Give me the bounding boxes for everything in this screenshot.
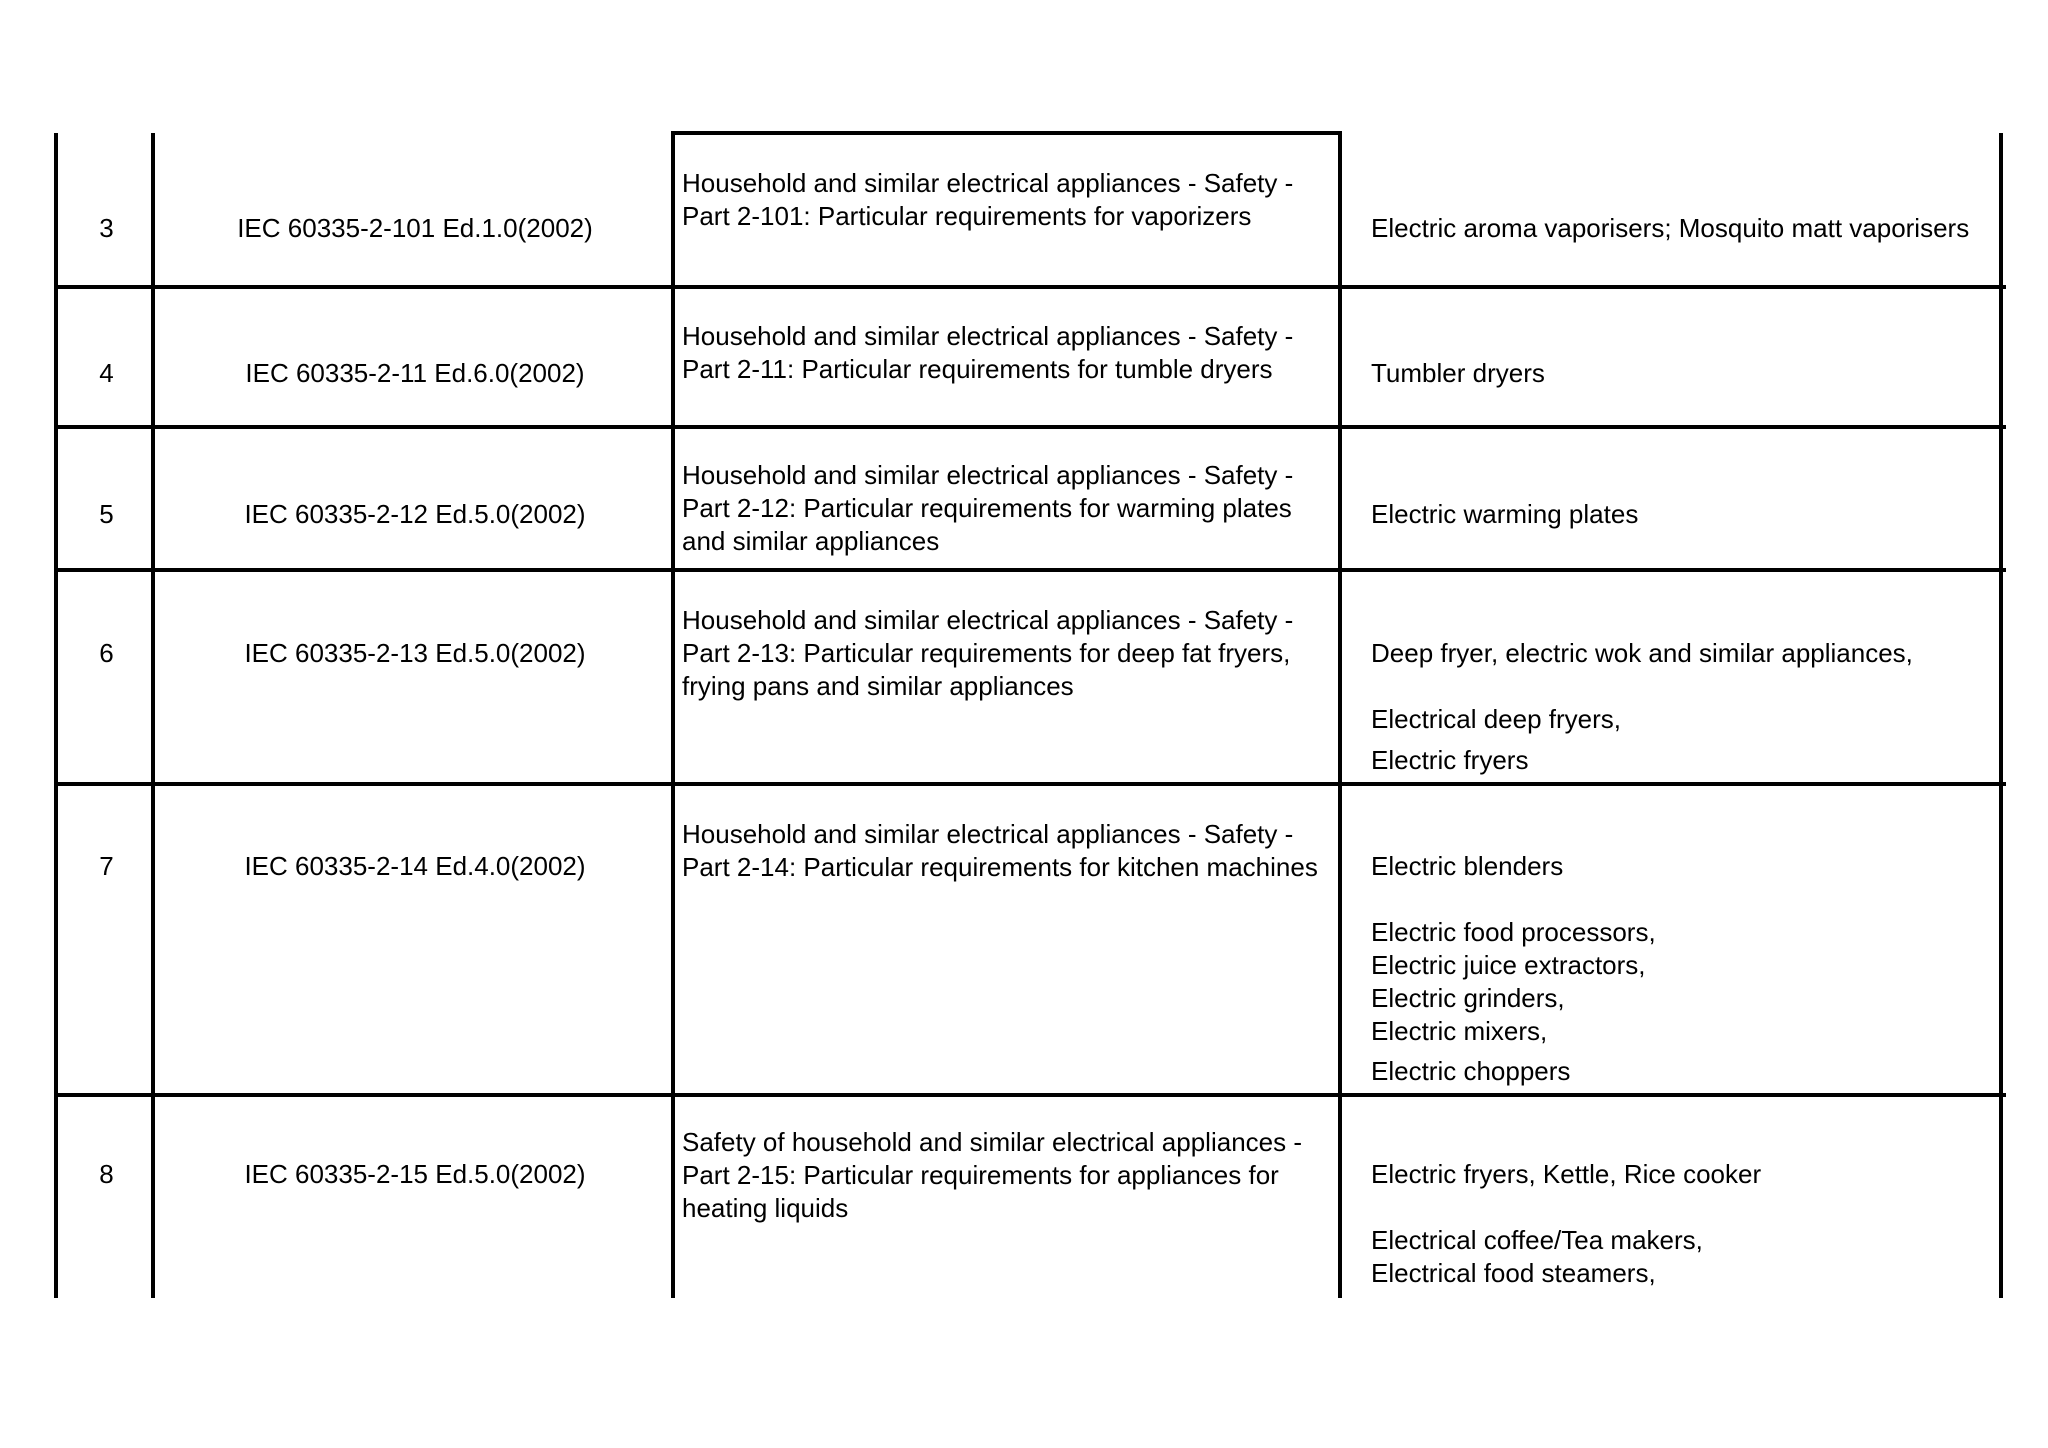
- row-number: 8: [99, 1159, 114, 1189]
- product-item: Electric blenders: [1371, 851, 1564, 881]
- standard-title: [682, 320, 1342, 386]
- row-separator: [56, 425, 2006, 429]
- title-line: heating liquids: [682, 1193, 849, 1223]
- product-item: Electric mixers,: [1371, 1016, 1548, 1046]
- row-separator: [56, 782, 2006, 786]
- product-item: Electric grinders,: [1371, 983, 1565, 1013]
- product-list: [1371, 637, 2001, 777]
- row-number: 5: [99, 499, 114, 529]
- title-line: Household and similar electrical appliances - Safety -: [682, 321, 1294, 351]
- product-list: [1371, 212, 2001, 245]
- row-separator: [56, 1093, 2006, 1097]
- product-item: Tumbler dryers: [1371, 358, 1545, 388]
- title-line: frying pans and similar appliances: [682, 671, 1074, 701]
- standard-code: IEC 60335-2-13 Ed.5.0(2002): [244, 638, 586, 668]
- standard-code: IEC 60335-2-101 Ed.1.0(2002): [237, 213, 593, 243]
- row-number: 7: [99, 851, 114, 881]
- title-line: Household and similar electrical appliances - Safety -: [682, 460, 1294, 490]
- row-number: 3: [99, 213, 114, 243]
- title-line: Part 2-14: Particular requirements for kitchen machines: [682, 852, 1318, 882]
- title-line: Household and similar electrical appliances - Safety -: [682, 168, 1294, 198]
- product-item: Electric aroma vaporisers; Mosquito matt vaporisers: [1371, 213, 1970, 243]
- product-list: [1371, 357, 2001, 390]
- standard-code: IEC 60335-2-15 Ed.5.0(2002): [244, 1159, 586, 1189]
- title-line: Household and similar electrical appliances - Safety -: [682, 605, 1294, 635]
- standard-title: [682, 1126, 1342, 1225]
- product-item: Electric warming plates: [1371, 499, 1639, 529]
- title-line: Household and similar electrical appliances - Safety -: [682, 819, 1294, 849]
- product-item: Electric choppers: [1371, 1056, 1571, 1086]
- standard-code: IEC 60335-2-11 Ed.6.0(2002): [245, 358, 585, 388]
- standard-title: [682, 167, 1342, 233]
- title-line: and similar appliances: [682, 526, 940, 556]
- row-number: 4: [99, 358, 114, 388]
- product-list: [1371, 850, 2001, 1088]
- title-cell-top-border: [671, 131, 1342, 135]
- row-separator: [56, 285, 2006, 289]
- column-divider-1: [151, 133, 155, 1298]
- product-list: [1371, 498, 2001, 531]
- standard-title: [682, 459, 1342, 558]
- column-divider-2: [671, 133, 675, 1298]
- table-border-left: [54, 133, 58, 1298]
- standard-title: [682, 604, 1342, 703]
- title-line: Part 2-13: Particular requirements for deep fat fryers,: [682, 638, 1291, 668]
- product-item: Electric juice extractors,: [1371, 950, 1646, 980]
- title-line: Part 2-15: Particular requirements for appliances for: [682, 1160, 1279, 1190]
- row-separator: [56, 568, 2006, 572]
- product-item: Deep fryer, electric wok and similar appliances,: [1371, 638, 1913, 668]
- standard-code: IEC 60335-2-12 Ed.5.0(2002): [244, 499, 586, 529]
- product-item: Electrical food steamers,: [1371, 1258, 1656, 1288]
- product-item: Electric food processors,: [1371, 917, 1656, 947]
- product-item: Electric fryers, Kettle, Rice cooker: [1371, 1159, 1762, 1189]
- standard-code: IEC 60335-2-14 Ed.4.0(2002): [244, 851, 586, 881]
- standard-title: [682, 818, 1342, 884]
- column-divider-3: [1338, 133, 1342, 1298]
- product-list: [1371, 1158, 2001, 1290]
- title-line: Part 2-11: Particular requirements for tumble dryers: [682, 354, 1273, 384]
- title-line: Part 2-12: Particular requirements for warming plates: [682, 493, 1292, 523]
- product-item: Electrical coffee/Tea makers,: [1371, 1225, 1703, 1255]
- title-line: Part 2-101: Particular requirements for vaporizers: [682, 201, 1252, 231]
- title-line: Safety of household and similar electrical appliances -: [682, 1127, 1303, 1157]
- product-item: Electric fryers: [1371, 745, 1529, 775]
- product-item: Electrical deep fryers,: [1371, 704, 1621, 734]
- row-number: 6: [99, 638, 114, 668]
